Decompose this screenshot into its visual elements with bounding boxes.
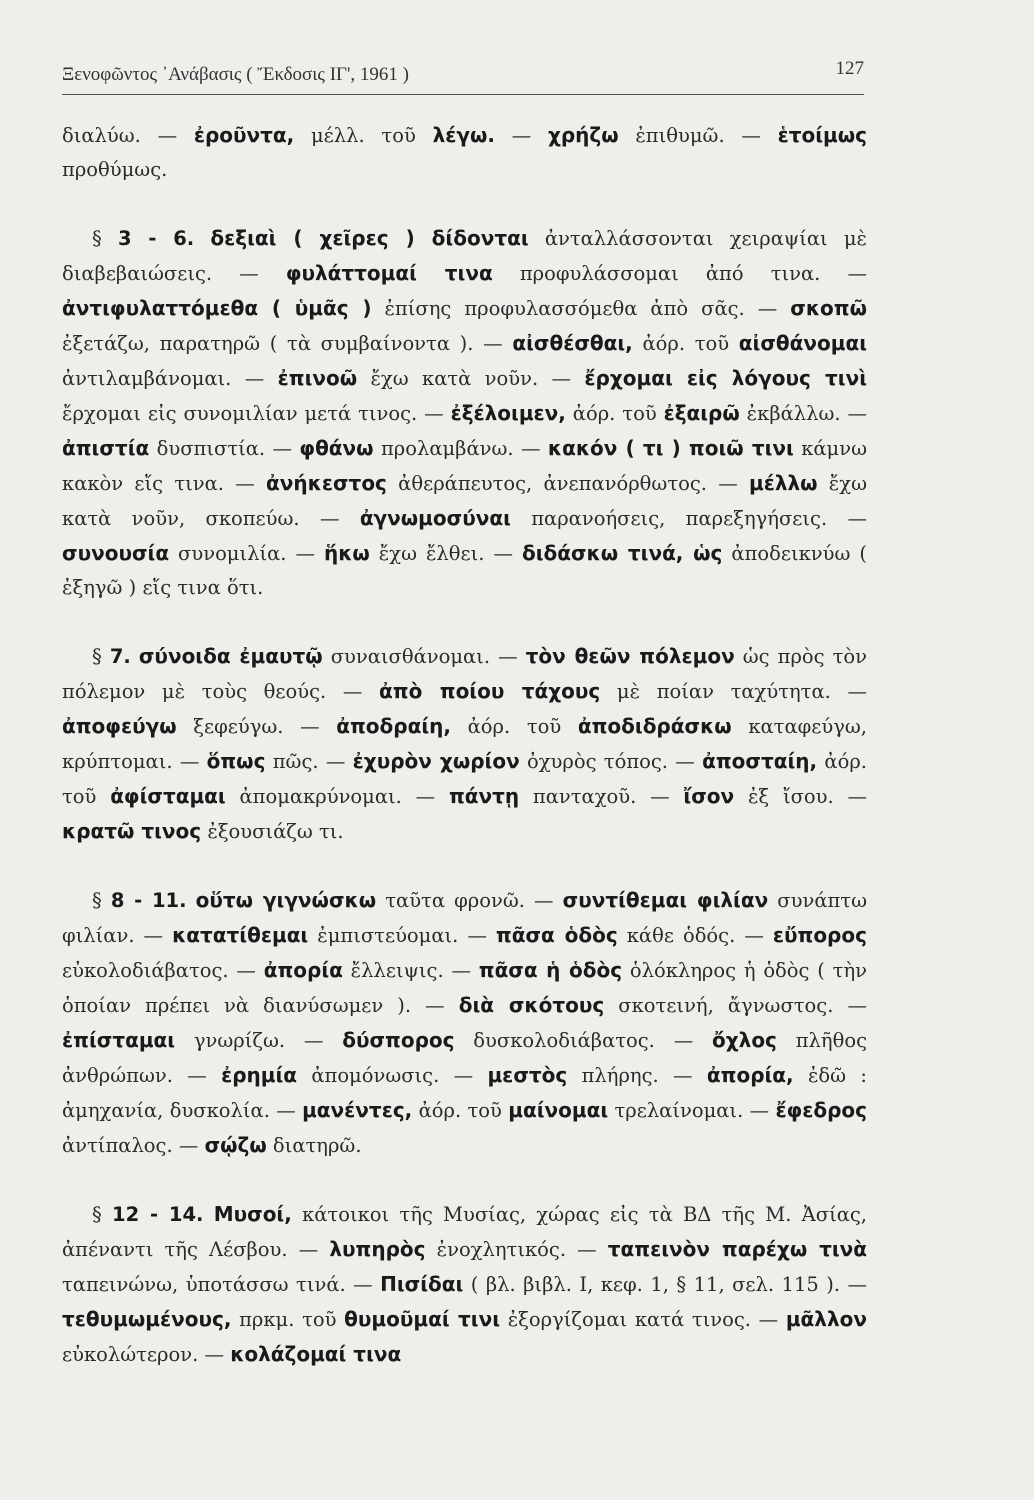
headword: ἀντιφυλαττόμεθα ( ὑμᾶς ) — [62, 296, 372, 320]
headword: οὕτω γιγνώσκω — [195, 888, 377, 912]
gloss-text: πῶς. — — [265, 750, 353, 773]
headword: πᾶσα ὁδὸς — [495, 923, 618, 947]
running-header — [62, 58, 864, 95]
gloss-text: ἐπιθυμῶ. — — [618, 124, 778, 147]
headword: διὰ σκότους — [458, 993, 605, 1017]
section-number: 7. — [109, 645, 131, 668]
headword: ἀποσταίη, — [702, 749, 818, 773]
headword: εὔπορος — [772, 923, 867, 947]
headword: μέλλω — [749, 471, 818, 495]
gloss-text: γνωρίζω. — — [175, 1029, 343, 1052]
gloss-text: § — [92, 227, 118, 250]
gloss-text: ἔχω κατὰ νοῦν, σκοπεύω. — — [62, 472, 867, 530]
page-body — [62, 118, 867, 1406]
gloss-text: ταπεινώνω, ὑποτάσσω τινά. — — [62, 1273, 381, 1296]
gloss-text: εὐκολώτερον. — — [62, 1343, 231, 1366]
headword: σῴζω — [204, 1133, 267, 1157]
page-number: 127 — [835, 58, 864, 79]
headword: τεθυμωμένους, — [62, 1307, 232, 1331]
gloss-text: ὀχυρὸς τόπος. — — [519, 750, 703, 773]
gloss-text: διαλύω. — — [62, 124, 194, 147]
headword: πᾶσα ἡ ὁδὸς — [478, 958, 623, 982]
gloss-text: κάθε ὁδός. — — [617, 924, 773, 947]
headword: τὸν θεῶν πόλεμον — [525, 644, 735, 668]
headword: ἐπινοῶ — [277, 366, 358, 390]
gloss-text — [187, 889, 196, 912]
headword: συντίθεμαι φιλίαν — [562, 888, 769, 912]
gloss-text: ἐνοχλητικός. — — [425, 1238, 608, 1261]
gloss-text: ἐκβάλλω. — — [739, 402, 867, 425]
gloss-text: εὐκολοδιάβατος. — — [62, 959, 264, 982]
gloss-text: ἀόρ. τοῦ — [412, 1099, 509, 1122]
headword: ὄχλος — [712, 1028, 777, 1052]
headword: ἐξέλοιμεν, — [450, 401, 566, 425]
gloss-text: ταῦτα φρονῶ. — — [376, 889, 563, 912]
gloss-text: ἔχω ἔλθει. — — [369, 542, 522, 565]
headword: ἀπιστία — [62, 436, 150, 460]
gloss-text: § — [92, 1203, 112, 1226]
section-number: 12 - 14. — [112, 1203, 204, 1226]
paragraph-sec-8-11 — [62, 883, 867, 1163]
gloss-text: ὁλόκληρος ἡ ὁδὸς ( τὴν ὁποίαν πρέπει νὰ διανύσωμεν ). — — [62, 959, 867, 1017]
gloss-text: συνομιλία. — — [169, 542, 324, 565]
gloss-text: ἀόρ. τοῦ — [62, 750, 867, 808]
headword: κατατίθεμαι — [172, 923, 309, 947]
gloss-text: παρανοήσεις, παρεξηγήσεις. — — [510, 507, 867, 530]
gloss-text: ἀποδεικνύω ( ἐξηγῶ ) εἴς τινα ὅτι. — [62, 542, 867, 599]
gloss-text: ἀόρ. τοῦ — [565, 402, 664, 425]
gloss-text: ἐδῶ : ἀμηχανία, δυσκολία. — — [62, 1064, 867, 1122]
headword: διδάσκω τινά, ὡς — [521, 541, 723, 565]
headword: μαίνομαι — [508, 1098, 609, 1122]
headword: ὅπως — [206, 749, 266, 773]
section-number: 8 - 11. — [110, 889, 187, 912]
gloss-text: συνάπτω φιλίαν. — — [62, 889, 867, 947]
gloss-text: προφυλάσσομαι ἀπό τινα. — — [492, 262, 867, 285]
headword: λυπηρὸς — [329, 1237, 426, 1261]
headword: σκοπῶ — [790, 296, 867, 320]
headword: μεστὸς — [487, 1063, 568, 1087]
gloss-text: § — [92, 889, 111, 912]
gloss-text: καταφεύγω, κρύπτομαι. — — [62, 715, 867, 773]
headword: ἔρχομαι εἰς λόγους τινὶ — [584, 366, 867, 390]
paragraph-intro — [62, 118, 867, 187]
headword: ἀνήκεστος — [266, 471, 387, 495]
gloss-text — [203, 1203, 213, 1226]
headword: ἐρημία — [221, 1063, 297, 1087]
headword: ἀποφεύγω — [62, 714, 177, 738]
headword: φθάνω — [299, 436, 374, 460]
gloss-text: ξεφεύγω. — — [176, 715, 337, 738]
headword: φυλάττομαί τινα — [285, 261, 493, 285]
gloss-text: προθύμως. — [62, 158, 168, 181]
gloss-text: ἀόρ. τοῦ — [450, 715, 578, 738]
gloss-text: ἀντίπαλος. — — [62, 1134, 205, 1157]
gloss-text: ἔρχομαι εἰς συνομιλίαν μετά τινος. — — [62, 402, 451, 425]
gloss-text: σκοτεινή, ἄγνωστος. — — [604, 994, 867, 1017]
gloss-text — [131, 645, 139, 668]
headword: δύσπορος — [342, 1028, 455, 1052]
gloss-text: πρκμ. τοῦ — [231, 1308, 345, 1331]
gloss-text: συναισθάνομαι. — — [322, 645, 526, 668]
gloss-text: δυσκολοδιάβατος. — — [454, 1029, 713, 1052]
headword: ταπεινὸν παρέχω τινὰ — [607, 1237, 868, 1261]
headword: ἐπίσταμαι — [62, 1028, 176, 1052]
headword: ἔφεδρος — [775, 1098, 867, 1122]
headword: σύνοιδα ἐμαυτῷ — [138, 644, 323, 668]
gloss-text: μὲ ποίαν ταχύτητα. — — [600, 680, 867, 703]
headword: κολάζομαί τινα — [230, 1342, 402, 1366]
gloss-text: πλῆθος ἀνθρώπων. — — [62, 1029, 867, 1087]
gloss-text: ( βλ. βιβλ. Ι, κεφ. 1, § 11, σελ. 115 ). — — [463, 1273, 867, 1296]
gloss-text — [194, 227, 210, 250]
headword: ἐχυρὸν χωρίον — [352, 749, 520, 773]
gloss-text: δυσπιστία. — — [149, 437, 300, 460]
gloss-text: κάμνω κακὸν εἴς τινα. — — [62, 437, 867, 495]
gloss-text: ἐμπιστεύομαι. — — [308, 924, 496, 947]
gloss-text: ὡς πρὸς τὸν πόλεμον μὲ τοὺς θεούς. — — [62, 645, 867, 703]
headword: ἑτοίμως — [777, 123, 868, 147]
gloss-text: προλαμβάνω. — — [373, 437, 548, 460]
headword: μᾶλλον — [785, 1307, 867, 1331]
gloss-text: ἐξετάζω, παρατηρῶ ( τὰ συμβαίνοντα ). — — [62, 332, 513, 355]
paragraph-sec-12-14 — [62, 1197, 867, 1372]
headword: ἀπορία, — [706, 1063, 794, 1087]
gloss-text: διατηρῶ. — [266, 1134, 362, 1157]
headword: ἀποδιδράσκω — [577, 714, 732, 738]
headword: ἴσον — [683, 784, 735, 808]
gloss-text: ἔχω κατὰ νοῦν. — — [357, 367, 585, 390]
gloss-text: πλήρης. — — [567, 1064, 707, 1087]
headword: συνουσία — [62, 541, 170, 565]
headword: μανέντες, — [302, 1098, 413, 1122]
gloss-text: ἀνταλλάσσονται χειραψίαι μὲ διαβεβαιώσεις. — — [62, 227, 867, 285]
gloss-text: ἀπομακρύνομαι. — — [225, 785, 449, 808]
gloss-text: ἀπομόνωσις. — — [297, 1064, 488, 1087]
headword: ἀφίσταμαι — [110, 784, 226, 808]
gloss-text: ἀόρ. τοῦ — [632, 332, 739, 355]
headword: ἀγνωμοσύναι — [359, 506, 511, 530]
gloss-text: ἐξουσιάζω τι. — [201, 820, 344, 843]
headword: χρήζω — [547, 123, 619, 147]
gloss-text: τρελαίνομαι. — — [608, 1099, 776, 1122]
headword: ἀποδραίη, — [336, 714, 451, 738]
gloss-text: ἀθεράπευτος, ἀνεπανόρθωτος. — — [386, 472, 749, 495]
headword: λέγω. — [432, 123, 495, 147]
paragraph-sec-7 — [62, 639, 867, 849]
headword: ἀπορία — [263, 958, 343, 982]
gloss-text: ἐπίσης προφυλασσόμεθα ἀπὸ σᾶς. — — [371, 297, 791, 320]
gloss-text: § — [92, 645, 110, 668]
gloss-text: κάτοικοι τῆς Μυσίας, χώρας εἰς τὰ ΒΔ τῆς Μ. Ἀσίας, ἀπέναντι τῆς Λέσβου. — — [62, 1203, 867, 1261]
gloss-text: ἀντιλαμβάνομαι. — — [62, 367, 278, 390]
section-number: 3 - 6. — [117, 227, 195, 250]
headword: αἰσθέσθαι, — [512, 331, 633, 355]
headword: ἐξαιρῶ — [663, 401, 740, 425]
headword: κακόν ( τι ) ποιῶ τινι — [547, 436, 794, 460]
gloss-text: ἐξ ἴσου. — — [734, 785, 867, 808]
gloss-text: μέλλ. τοῦ — [294, 124, 433, 147]
headword: ἥκω — [323, 541, 370, 565]
headword: ἐροῦντα, — [193, 123, 295, 147]
headword: πάντῃ — [448, 784, 520, 808]
gloss-text: — — [494, 124, 548, 147]
headword: θυμοῦμαί τινι — [344, 1307, 501, 1331]
paragraph-sec-3-6 — [62, 221, 867, 605]
header-title: Ξενοφῶντος ᾿Ανάβασις ( Ἔκδοσις ΙΓ', 1961 ) — [62, 64, 410, 85]
gloss-text: ἔλλειψις. — — [342, 959, 479, 982]
gloss-text: πανταχοῦ. — — [519, 785, 684, 808]
headword: δεξιαὶ ( χεῖρες ) δίδονται — [210, 226, 529, 250]
headword: κρατῶ τινος — [62, 819, 202, 843]
headword: Μυσοί, — [213, 1202, 292, 1226]
headword: Πισίδαι — [380, 1272, 464, 1296]
headword: ἀπὸ ποίου τάχους — [379, 679, 601, 703]
headword: αἰσθάνομαι — [738, 331, 867, 355]
gloss-text: ἐξοργίζομαι κατά τινος. — — [500, 1308, 786, 1331]
